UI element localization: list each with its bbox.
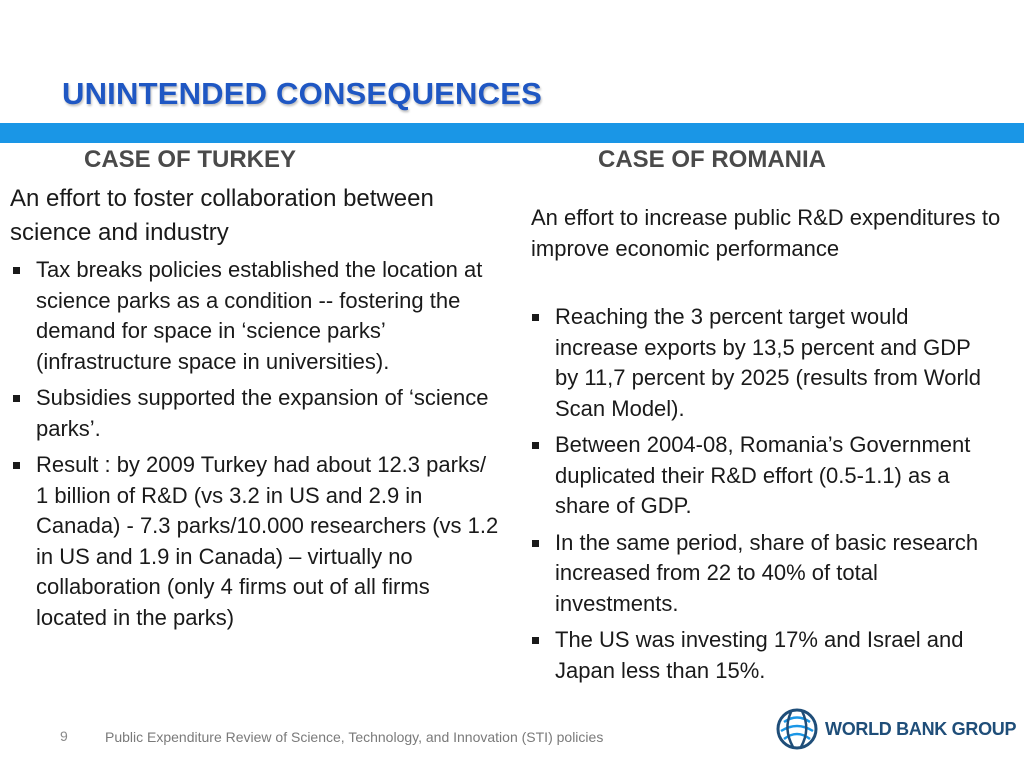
world-bank-logo xyxy=(775,706,1016,752)
globe-icon xyxy=(775,707,819,751)
bullet-text: Result : by 2009 Turkey had about 12.3 parks/ 1 billion of R&D (vs 3.2 in US and 2.9 in Canada) - 7.3 parks/10.000 researchers (vs 1.2 in US and 1.9 in Canada) – virtually no collaboration (only 4 firms out of all firms located in the parks) xyxy=(36,452,499,630)
turkey-intro: An effort to foster collaboration between science and industry xyxy=(10,185,434,246)
turkey-heading: CASE OF TURKEY xyxy=(84,146,297,173)
romania-bullet-list xyxy=(529,302,989,692)
bullet-text: Tax breaks policies established the location at science parks as a condition -- fostering the demand for space in ‘science parks’ (infrastructure space in universities). xyxy=(36,257,483,374)
page-number: 9 xyxy=(60,728,68,744)
bullet-square-icon xyxy=(532,540,539,547)
romania-heading: CASE OF ROMANIA xyxy=(598,146,826,173)
list-item xyxy=(10,450,500,633)
footer-caption: Public Expenditure Review of Science, Technology, and Innovation (STI) policies xyxy=(105,729,604,745)
bullet-text: Between 2004-08, Romania’s Government duplicated their R&D effort (0.5-1.1) as a share of GDP. xyxy=(555,432,971,518)
list-item xyxy=(10,255,500,377)
bullet-square-icon xyxy=(532,314,539,321)
list-item xyxy=(529,528,989,620)
turkey-bullet-list xyxy=(10,255,500,639)
list-item xyxy=(529,302,989,424)
bullet-square-icon xyxy=(532,442,539,449)
bullet-square-icon xyxy=(13,395,20,402)
bullet-square-icon xyxy=(13,462,20,469)
slide-title: UNINTENDED CONSEQUENCES xyxy=(62,76,542,111)
title-divider-band xyxy=(0,123,1024,143)
list-item xyxy=(529,625,989,686)
logo-text: WORLD BANK GROUP xyxy=(825,718,1017,739)
bullet-text: Reaching the 3 percent target would increase exports by 13,5 percent and GDP by 11,7 percent by 2025 (results from World Scan Model). xyxy=(555,304,981,421)
bullet-text: Subsidies supported the expansion of ‘science parks’. xyxy=(36,385,489,441)
bullet-text: In the same period, share of basic research increased from 22 to 40% of total investments. xyxy=(555,529,979,616)
bullet-square-icon xyxy=(13,267,20,274)
list-item xyxy=(529,430,989,522)
bullet-square-icon xyxy=(532,637,539,644)
bullet-text: The US was investing 17% and Israel and Japan less than 15%. xyxy=(555,627,964,683)
romania-intro: An effort to increase public R&D expenditures to improve economic performance xyxy=(531,205,1001,261)
list-item xyxy=(10,383,500,444)
